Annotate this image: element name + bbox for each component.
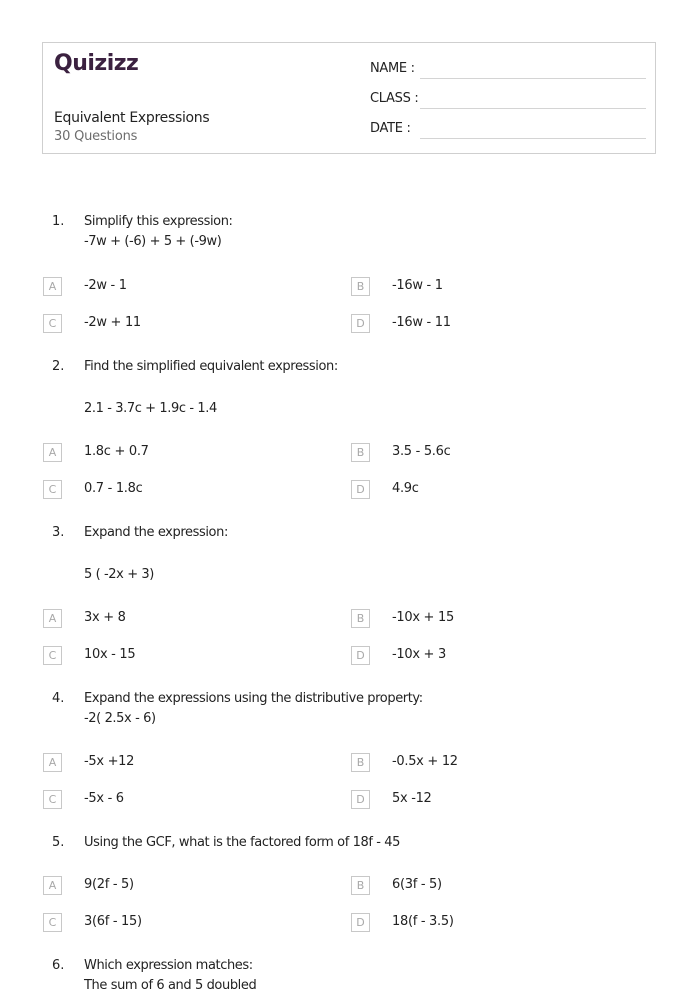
question-text: Find the simplified equivalent expression: bbox=[84, 359, 338, 374]
option-d-box[interactable]: D bbox=[351, 790, 370, 809]
question-number: 1. bbox=[52, 214, 65, 229]
name-label: NAME : bbox=[370, 61, 415, 76]
option-d-box[interactable]: D bbox=[351, 646, 370, 665]
option-b-box[interactable]: B bbox=[351, 277, 370, 296]
option-c-text: 3(6f - 15) bbox=[84, 914, 142, 929]
question-text: Expand the expressions using the distributive property: -2( 2.5x - 6) bbox=[84, 691, 423, 726]
question-number: 4. bbox=[52, 691, 65, 706]
question-number: 2. bbox=[52, 359, 65, 374]
option-b-text: -0.5x + 12 bbox=[392, 754, 458, 769]
option-a-box[interactable]: A bbox=[43, 277, 62, 296]
option-c-text: 0.7 - 1.8c bbox=[84, 481, 143, 496]
option-a-box[interactable]: A bbox=[43, 876, 62, 895]
option-b-box[interactable]: B bbox=[351, 609, 370, 628]
option-d-text: -16w - 11 bbox=[392, 315, 451, 330]
option-c-box[interactable]: C bbox=[43, 790, 62, 809]
name-line bbox=[420, 78, 646, 79]
option-b-box[interactable]: B bbox=[351, 443, 370, 462]
option-c-box[interactable]: C bbox=[43, 646, 62, 665]
option-d-text: -10x + 3 bbox=[392, 647, 446, 662]
option-a-text: 3x + 8 bbox=[84, 610, 126, 625]
question-count: 30 Questions bbox=[54, 129, 138, 144]
option-b-text: 6(3f - 5) bbox=[392, 877, 442, 892]
option-c-box[interactable]: C bbox=[43, 913, 62, 932]
question-number: 5. bbox=[52, 835, 65, 850]
option-a-box[interactable]: A bbox=[43, 753, 62, 772]
option-d-text: 18(f - 3.5) bbox=[392, 914, 454, 929]
question-number: 6. bbox=[52, 958, 65, 973]
worksheet-title: Equivalent Expressions bbox=[54, 110, 210, 126]
option-b-text: 3.5 - 5.6c bbox=[392, 444, 451, 459]
class-label: CLASS : bbox=[370, 91, 419, 106]
option-c-text: 10x - 15 bbox=[84, 647, 136, 662]
class-line bbox=[420, 108, 646, 109]
option-d-text: 5x -12 bbox=[392, 791, 432, 806]
question-expression: 5 ( -2x + 3) bbox=[84, 567, 154, 582]
option-d-box[interactable]: D bbox=[351, 913, 370, 932]
date-line bbox=[420, 138, 646, 139]
date-label: DATE : bbox=[370, 121, 411, 136]
option-d-text: 4.9c bbox=[392, 481, 419, 496]
option-b-box[interactable]: B bbox=[351, 876, 370, 895]
option-b-text: -16w - 1 bbox=[392, 278, 443, 293]
option-a-text: 1.8c + 0.7 bbox=[84, 444, 149, 459]
question-expression: 2.1 - 3.7c + 1.9c - 1.4 bbox=[84, 401, 217, 416]
question-text: Simplify this expression: -7w + (-6) + 5 + (-9w) bbox=[84, 214, 233, 249]
option-a-text: -5x +12 bbox=[84, 754, 135, 769]
option-a-box[interactable]: A bbox=[43, 443, 62, 462]
question-number: 3. bbox=[52, 525, 65, 540]
question-text: Expand the expression: bbox=[84, 525, 228, 540]
question-text: Which expression matches: The sum of 6 and 5 doubled bbox=[84, 958, 257, 993]
option-d-box[interactable]: D bbox=[351, 314, 370, 333]
worksheet-header bbox=[42, 42, 656, 154]
option-c-text: -2w + 11 bbox=[84, 315, 141, 330]
option-b-box[interactable]: B bbox=[351, 753, 370, 772]
option-c-text: -5x - 6 bbox=[84, 791, 124, 806]
option-d-box[interactable]: D bbox=[351, 480, 370, 499]
option-a-text: -2w - 1 bbox=[84, 278, 127, 293]
option-c-box[interactable]: C bbox=[43, 314, 62, 333]
option-b-text: -10x + 15 bbox=[392, 610, 454, 625]
option-a-box[interactable]: A bbox=[43, 609, 62, 628]
quizizz-logo: Quizizz bbox=[54, 51, 139, 76]
option-a-text: 9(2f - 5) bbox=[84, 877, 134, 892]
question-text: Using the GCF, what is the factored form of 18f - 45 bbox=[84, 835, 401, 850]
option-c-box[interactable]: C bbox=[43, 480, 62, 499]
